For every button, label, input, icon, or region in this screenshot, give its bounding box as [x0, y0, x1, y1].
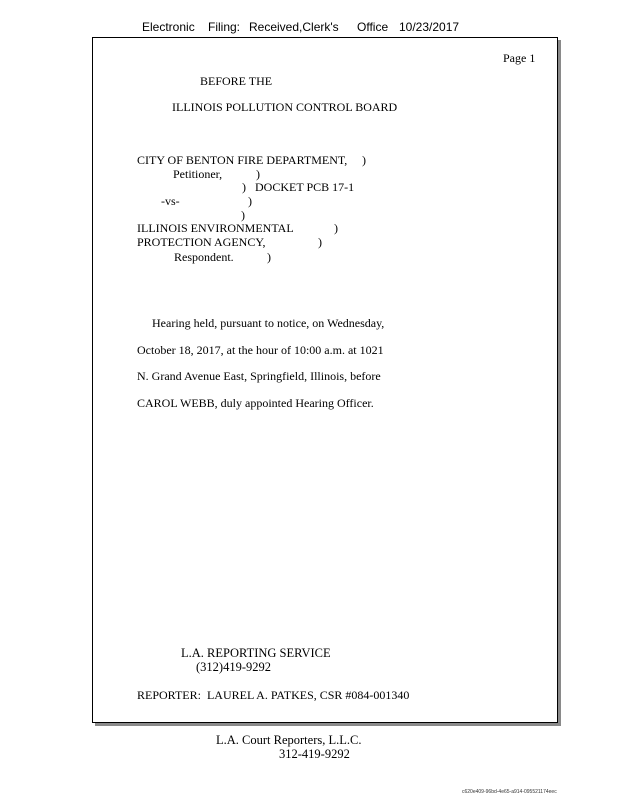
service-phone: (312)419-9292: [196, 660, 271, 674]
page-number: Page 1: [503, 51, 536, 65]
versus-label: -vs-: [161, 194, 180, 208]
footer-phone: 312-419-9292: [279, 747, 350, 761]
petitioner-name: CITY OF BENTON FIRE DEPARTMENT,: [137, 153, 348, 167]
caption-paren: ): [248, 194, 252, 208]
caption-paren: ): [242, 180, 246, 194]
caption-paren: ): [267, 250, 271, 264]
heading-before-the: BEFORE THE: [200, 74, 273, 88]
caption-paren: ): [256, 167, 260, 181]
stamp-word-electronic: Electronic: [142, 20, 195, 34]
stamp-date: 10/23/2017: [399, 20, 460, 34]
body-line-2: October 18, 2017, at the hour of 10:00 a.m. at 1021: [137, 343, 384, 357]
stamp-word-filing: Filing:: [208, 20, 241, 34]
heading-board-name: ILLINOIS POLLUTION CONTROL BOARD: [172, 100, 398, 114]
footer-company: L.A. Court Reporters, L.L.C.: [216, 733, 362, 747]
caption-paren: ): [334, 221, 338, 235]
caption-paren: ): [241, 208, 245, 222]
petitioner-role: Petitioner,: [173, 167, 223, 181]
reporter-line: REPORTER: LAUREL A. PATKES, CSR #084-001340: [137, 688, 410, 702]
docket-number: DOCKET PCB 17-1: [255, 180, 355, 194]
document-hash: c620e409-96bd-4e65-a914-095521174eec: [462, 789, 557, 795]
service-name: L.A. REPORTING SERVICE: [181, 646, 331, 660]
stamp-word-received: Received,Clerk's: [249, 20, 339, 34]
respondent-name-line1: ILLINOIS ENVIRONMENTAL: [137, 221, 294, 235]
respondent-role: Respondent.: [174, 250, 234, 264]
caption-paren: ): [318, 235, 322, 249]
body-line-1: Hearing held, pursuant to notice, on Wednesday,: [152, 316, 385, 330]
body-line-4: CAROL WEBB, duly appointed Hearing Officer.: [137, 396, 374, 410]
respondent-name-line2: PROTECTION AGENCY,: [137, 235, 266, 249]
body-line-3: N. Grand Avenue East, Springfield, Illinois, before: [137, 369, 381, 383]
stamp-word-office: Office: [357, 20, 389, 34]
caption-paren: ): [362, 153, 366, 167]
